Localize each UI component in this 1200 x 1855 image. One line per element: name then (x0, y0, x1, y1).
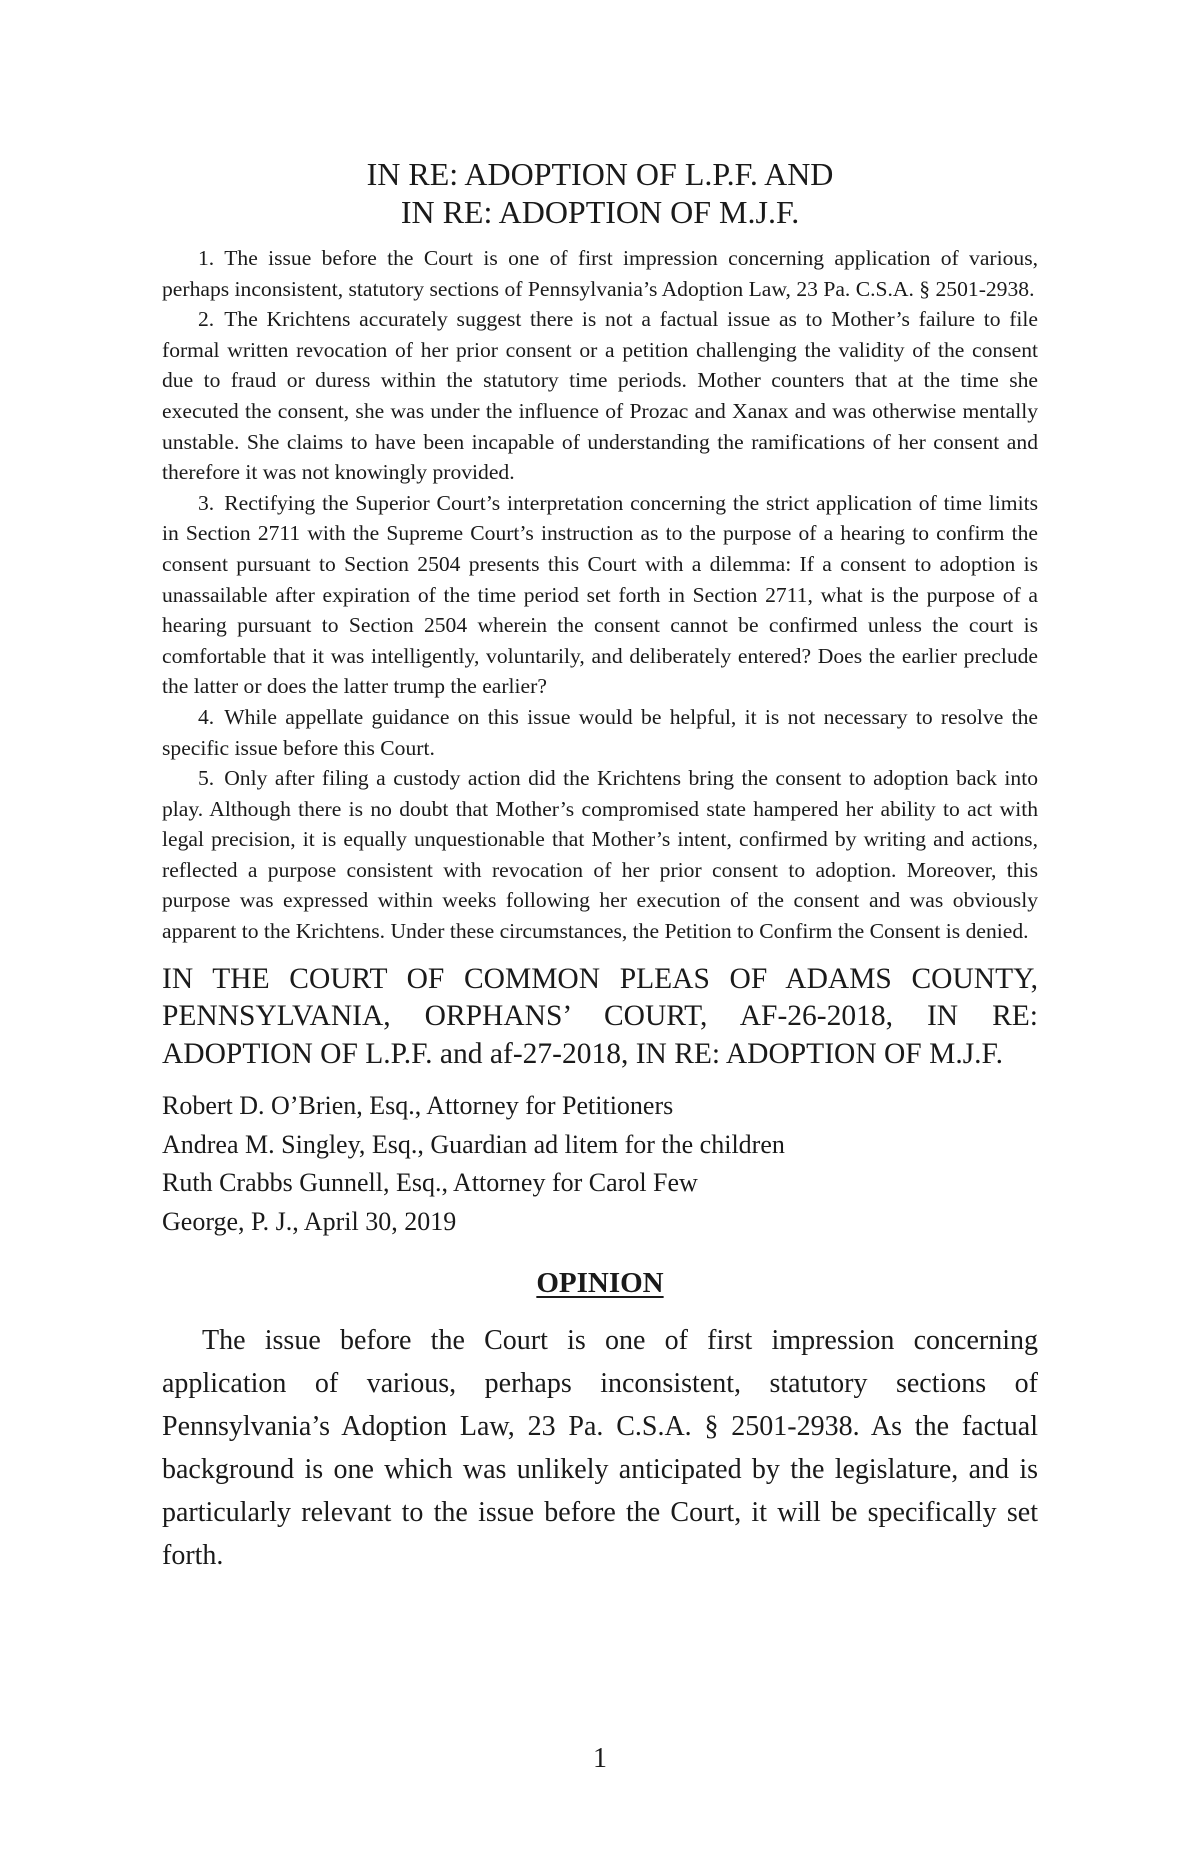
page-number: 1 (593, 1743, 607, 1774)
counsel-petitioners: Robert D. O’Brien, Esq., Attorney for Petitioners (162, 1091, 674, 1121)
headnote-number: 3. (198, 490, 215, 515)
headnote-5 (162, 763, 1038, 947)
case-title (162, 155, 1038, 231)
case-title-line-1: IN RE: ADOPTION OF L.P.F. AND (366, 156, 834, 192)
court-caption: IN THE COURT OF COMMON PLEAS OF ADAMS COUNTY, PENNSYLVANIA, ORPHANS’ COURT, AF-26-2018, IN RE: ADOPTION OF L.P.F. and af-27-2018, IN RE: ADOPTION OF M.J.F. (162, 962, 1038, 1070)
headnote-3 (162, 488, 1038, 702)
headnote-number: 5. (198, 766, 215, 791)
opinion-heading: OPINION (536, 1267, 664, 1300)
judge-date-line: George, P. J., April 30, 2019 (162, 1206, 457, 1236)
headnotes (162, 243, 1038, 947)
headnote-text: While appellate guidance on this issue would be helpful, it is not necessary to resolve the specific issue before this Court. (162, 704, 1038, 760)
counsel-respondent: Ruth Crabbs Gunnell, Esq., Attorney for Carol Few (162, 1168, 698, 1198)
headnote-number: 2. (198, 307, 215, 332)
headnote-text: The issue before the Court is one of first impression concerning application of various, perhaps inconsistent, statutory sections of Pennsylvania’s Adoption Law, 23 Pa. C.S.A. § 2501-2938. (162, 246, 1038, 301)
headnote-text: Only after filing a custody action did the Krichtens bring the consent to adoption back into play. Although there is no doubt that Mother’s compromised state hampered her ability to act with legal precision, it is equally unquestionable that Mother’s intent, confirmed by writing and actions, reflected a purpose consistent with revocation of her prior consent to adoption. Moreover, this purpose was expressed within weeks following her execution of the consent and was obviously apparent to the Krichtens. Under these circumstances, the Petition to Confirm the Consent is denied. (162, 766, 1038, 944)
opinion-paragraph: The issue before the Court is one of first impression concerning application of various, perhaps inconsistent, statutory sections of Pennsylvania’s Adoption Law, 23 Pa. C.S.A. § 2501-2938. As the factual background is one which was unlikely anticipated by the legislature, and is particularly relevant to the issue before the Court, it will be specifically set forth. (162, 1325, 1038, 1572)
headnote-1 (162, 243, 1038, 304)
headnote-4 (162, 702, 1038, 763)
document-page (162, 155, 1038, 1577)
headnote-number: 1. (198, 246, 215, 270)
case-title-line-2: IN RE: ADOPTION OF M.J.F. (400, 194, 800, 230)
headnote-text: Rectifying the Superior Court’s interpretation concerning the strict application of time limits in Section 2711 with the Supreme Court’s instruction as to the purpose of a hearing to confirm the consent pursuant to Section 2504 presents this Court with a dilemma: If a consent to adoption is unassailable after expiration of the time period set forth in Section 2711, what is the purpose of a hearing pursuant to Section 2504 wherein the consent cannot be confirmed unless the court is comfortable that it was intelligently, voluntarily, and deliberately entered? Does the earlier preclude the latter or does the latter trump the earlier? (162, 490, 1038, 699)
counsel-list (162, 1087, 1038, 1203)
counsel-guardian: Andrea M. Singley, Esq., Guardian ad litem for the children (162, 1129, 785, 1159)
headnote-2 (162, 304, 1038, 488)
headnote-text: The Krichtens accurately suggest there is not a factual issue as to Mother’s failure to file formal written revocation of her prior consent or a petition challenging the validity of the consent due to fraud or duress within the statutory time periods. Mother counters that at the time she executed the consent, she was under the influence of Prozac and Xanax and was otherwise mentally unstable. She claims to have been incapable of understanding the ramifications of her consent and therefore it was not knowingly provided. (162, 307, 1038, 485)
headnote-number: 4. (198, 704, 215, 729)
